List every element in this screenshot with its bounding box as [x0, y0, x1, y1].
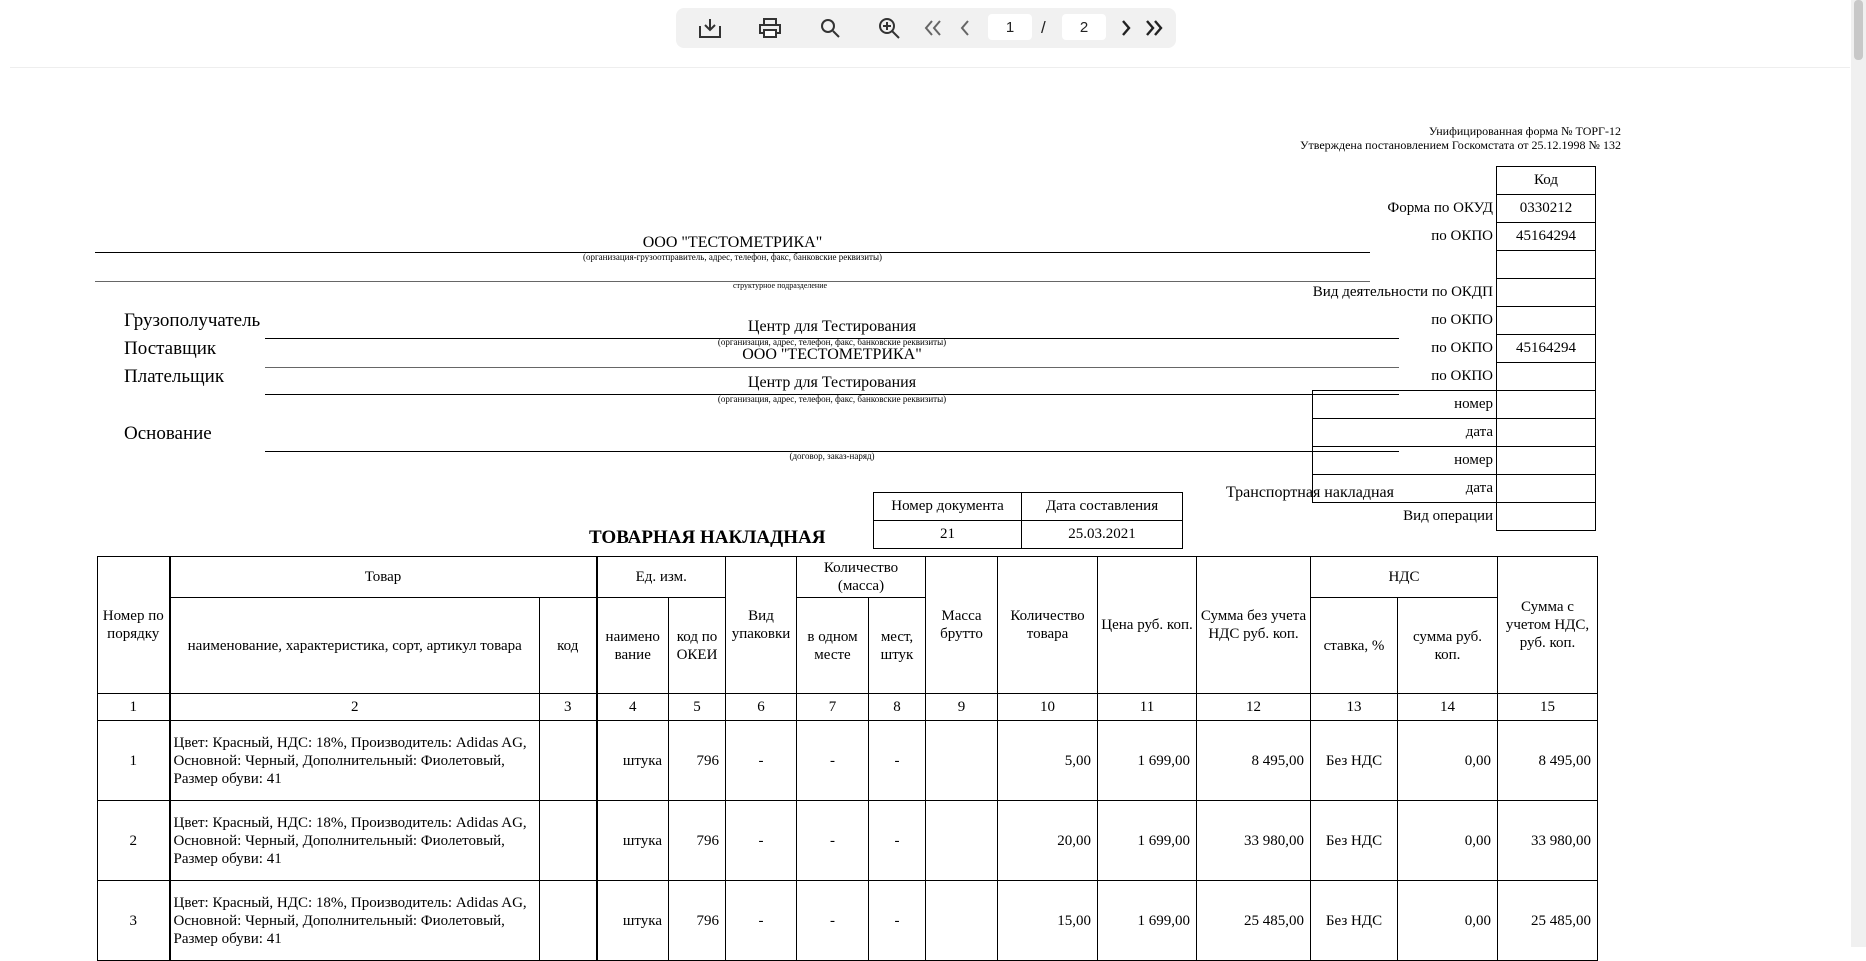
division-code — [1497, 251, 1596, 279]
table-row — [98, 801, 1598, 881]
okdp-label: Вид деятельности по ОКДП — [1312, 284, 1493, 300]
supplier-okpo-value: 45164294 — [1497, 335, 1596, 363]
column-number: 1 — [98, 694, 170, 721]
cell-total: 33 980,00 — [1498, 801, 1598, 881]
column-number: 3 — [540, 694, 597, 721]
column-number: 7 — [797, 694, 869, 721]
header-num: Номер по порядку — [98, 557, 170, 694]
consignee-okpo-value — [1497, 307, 1596, 335]
basis-date-label: дата — [1313, 419, 1497, 447]
transport-number-value — [1497, 447, 1596, 475]
last-page-icon — [1144, 18, 1164, 38]
transport-date-label: дата — [1313, 475, 1497, 503]
column-number: 12 — [1197, 694, 1311, 721]
basis-number-value — [1497, 391, 1596, 419]
header-qty-one: в одном месте — [797, 598, 869, 694]
transport-date-value — [1497, 475, 1596, 503]
payer-label: Плательщик — [124, 366, 225, 387]
operation-label: Вид операции — [1403, 508, 1493, 525]
cell-rate: Без НДС — [1311, 801, 1398, 881]
column-number: 8 — [869, 694, 926, 721]
header-sum-vat: Сумма с учетом НДС, руб. коп. — [1498, 557, 1598, 694]
last-page-button[interactable] — [1140, 16, 1168, 40]
cell-okei: 796 — [669, 881, 726, 961]
basis-date-value — [1497, 419, 1596, 447]
header-unit-name: наимено вание — [597, 598, 669, 694]
payer-caption: (организация, адрес, телефон, факс, банковские реквизиты) — [717, 394, 947, 404]
cell-sum: 8 495,00 — [1197, 721, 1311, 801]
header-unit: Ед. изм. — [597, 557, 726, 598]
cell-price: 1 699,00 — [1098, 801, 1197, 881]
payer-value: Центр для Тестирования — [747, 374, 917, 391]
cell-name: Цвет: Красный, НДС: 18%, Производитель: Adidas AG, Основной: Черный, Дополнительный: Фиолетовый, Размер обуви: 41 — [170, 881, 540, 961]
cell-unit: штука — [597, 801, 669, 881]
form-header-line1: Унифицированная форма № ТОРГ-12 — [1428, 124, 1621, 138]
form-header — [1300, 124, 1621, 152]
column-number: 4 — [597, 694, 669, 721]
document-title: ТОВАРНАЯ НАКЛАДНАЯ — [589, 527, 826, 548]
cell-qty: 15,00 — [998, 881, 1098, 961]
cell-vat: 0,00 — [1398, 801, 1498, 881]
division-caption: структурное подразделение — [732, 281, 828, 290]
payer-okpo-value — [1497, 363, 1596, 391]
zoom-in-button[interactable] — [875, 16, 903, 40]
cell-rate: Без НДС — [1311, 881, 1398, 961]
cell-okei: 796 — [669, 721, 726, 801]
shipper-caption: (организация-грузоотправитель, адрес, телефон, факс, банковские реквизиты) — [582, 252, 883, 262]
operation-value — [1497, 503, 1596, 531]
cell-unit: штука — [597, 881, 669, 961]
cell-pack: - — [726, 721, 797, 801]
document-date: 25.03.2021 — [1022, 521, 1183, 549]
goods-table — [97, 556, 1598, 961]
print-button[interactable] — [756, 16, 784, 40]
shipper-name: ООО "ТЕСТОМЕТРИКА" — [642, 234, 823, 251]
form-header-line2: Утверждена постановлением Госкомстата от 25.12.1998 № 132 — [1300, 138, 1621, 152]
header-pack: Вид упаковки — [726, 557, 797, 694]
scrollbar[interactable] — [1851, 0, 1866, 947]
toolbar-divider — [10, 67, 1850, 68]
cell-code — [540, 721, 597, 801]
print-icon — [758, 17, 782, 39]
basis-label: Основание — [124, 423, 212, 444]
cell-gross — [926, 721, 998, 801]
column-number: 6 — [726, 694, 797, 721]
zoom-in-icon — [877, 16, 901, 40]
cell-name: Цвет: Красный, НДС: 18%, Производитель: Adidas AG, Основной: Черный, Дополнительный: Фиолетовый, Размер обуви: 41 — [170, 801, 540, 881]
cell-name: Цвет: Красный, НДС: 18%, Производитель: Adidas AG, Основной: Черный, Дополнительный: Фиолетовый, Размер обуви: 41 — [170, 721, 540, 801]
search-icon — [819, 17, 841, 39]
consignee-caption: (организация, адрес, телефон, факс, банковские реквизиты) — [717, 337, 947, 347]
header-price: Цена руб. коп. — [1098, 557, 1197, 694]
cell-code — [540, 881, 597, 961]
download-button[interactable] — [696, 16, 724, 40]
supplier-label: Поставщик — [124, 338, 217, 359]
okpo-value: 45164294 — [1497, 223, 1596, 251]
cell-sum: 33 980,00 — [1197, 801, 1311, 881]
pdf-toolbar — [676, 8, 1176, 48]
header-vat-rate: ставка, % — [1311, 598, 1398, 694]
column-number: 2 — [170, 694, 540, 721]
cell-one: - — [797, 801, 869, 881]
basis-caption: (договор, заказ-наряд) — [789, 451, 875, 461]
column-number: 10 — [998, 694, 1098, 721]
cell-n: 2 — [98, 801, 170, 881]
scrollbar-thumb[interactable] — [1854, 0, 1863, 60]
cell-gross — [926, 881, 998, 961]
cell-okei: 796 — [669, 801, 726, 881]
cell-n: 3 — [98, 881, 170, 961]
cell-pack: - — [726, 881, 797, 961]
supplier-value: ООО "ТЕСТОМЕТРИКА" — [742, 346, 922, 363]
codes-header: Код — [1497, 167, 1596, 195]
supplier-okpo-label: по ОКПО — [1431, 340, 1493, 356]
consignee-value: Центр для Тестирования — [747, 318, 917, 335]
cell-places: - — [869, 881, 926, 961]
cell-total: 25 485,00 — [1498, 881, 1598, 961]
header-vat: НДС — [1311, 557, 1498, 598]
header-goods-code: код — [540, 598, 597, 694]
header-unit-okei: код по ОКЕИ — [669, 598, 726, 694]
cell-total: 8 495,00 — [1498, 721, 1598, 801]
cell-qty: 20,00 — [998, 801, 1098, 881]
column-number: 11 — [1098, 694, 1197, 721]
next-page-button[interactable] — [1112, 16, 1140, 40]
first-page-icon — [923, 18, 943, 38]
header-goods-name: наименование, характеристика, сорт, артикул товара — [170, 598, 540, 694]
cell-n: 1 — [98, 721, 170, 801]
consignee-okpo-label: по ОКПО — [1431, 312, 1493, 328]
header-qty: Количество (масса) — [797, 557, 926, 598]
cell-one: - — [797, 881, 869, 961]
download-icon — [698, 17, 722, 39]
okud-label: Форма по ОКУД — [1387, 200, 1493, 216]
document-number: 21 — [874, 521, 1022, 549]
cell-vat: 0,00 — [1398, 721, 1498, 801]
okdp-value — [1497, 279, 1596, 307]
document-date-header: Дата составления — [1022, 493, 1183, 521]
column-number: 5 — [669, 694, 726, 721]
prev-page-button[interactable] — [951, 16, 979, 40]
current-page-input[interactable]: 1 — [988, 14, 1032, 40]
cell-vat: 0,00 — [1398, 881, 1498, 961]
document-number-header: Номер документа — [874, 493, 1022, 521]
header-count: Количество товара — [998, 557, 1098, 694]
okpo-label: по ОКПО — [1431, 228, 1493, 244]
cell-unit: штука — [597, 721, 669, 801]
table-row — [98, 881, 1598, 961]
prev-page-icon — [958, 18, 972, 38]
column-number: 9 — [926, 694, 998, 721]
consignee-label: Грузополучатель — [124, 310, 261, 331]
payer-okpo-label: по ОКПО — [1431, 367, 1493, 384]
column-numbers-row — [98, 694, 1598, 721]
table-row — [98, 721, 1598, 801]
cell-one: - — [797, 721, 869, 801]
cell-price: 1 699,00 — [1098, 881, 1197, 961]
column-number: 15 — [1498, 694, 1598, 721]
cell-pack: - — [726, 801, 797, 881]
header-vat-sum: сумма руб. коп. — [1398, 598, 1498, 694]
header-gross: Масса брутто — [926, 557, 998, 694]
cell-places: - — [869, 721, 926, 801]
header-qty-places: мест, штук — [869, 598, 926, 694]
okud-value: 0330212 — [1497, 195, 1596, 223]
column-number: 14 — [1398, 694, 1498, 721]
cell-price: 1 699,00 — [1098, 721, 1197, 801]
transport-label: Транспортная накладная — [1226, 484, 1394, 501]
page-separator: / — [1041, 18, 1046, 37]
header-goods: Товар — [170, 557, 597, 598]
first-page-button[interactable] — [919, 16, 947, 40]
cell-sum: 25 485,00 — [1197, 881, 1311, 961]
document-number-table — [873, 492, 1183, 549]
cell-code — [540, 801, 597, 881]
cell-gross — [926, 801, 998, 881]
transport-number-label: номер — [1313, 447, 1497, 475]
total-pages: 2 — [1062, 14, 1106, 40]
header-sum-novat: Сумма без учета НДС руб. коп. — [1197, 557, 1311, 694]
cell-places: - — [869, 801, 926, 881]
basis-number-label: номер — [1313, 391, 1497, 419]
cell-qty: 5,00 — [998, 721, 1098, 801]
column-number: 13 — [1311, 694, 1398, 721]
next-page-icon — [1119, 18, 1133, 38]
cell-rate: Без НДС — [1311, 721, 1398, 801]
search-button[interactable] — [816, 16, 844, 40]
